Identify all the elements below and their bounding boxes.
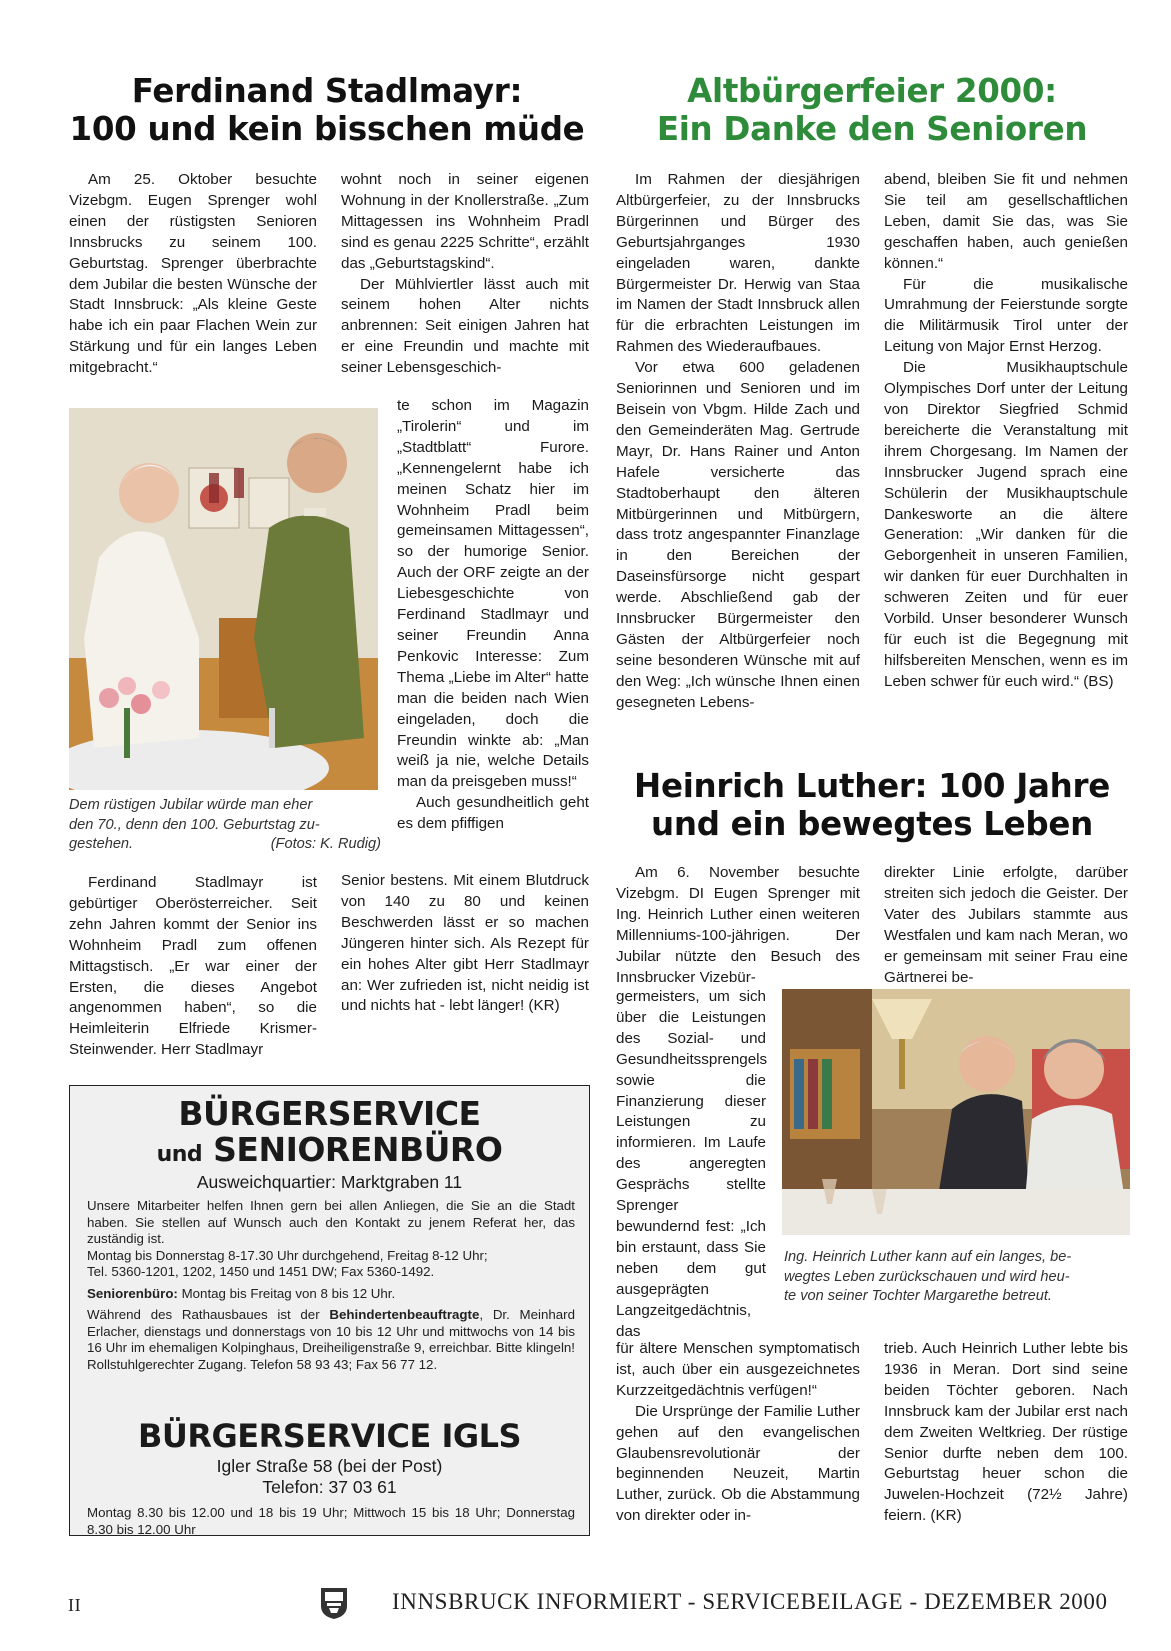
seniorenbuero-time: Montag bis Freitag von 8 bis 12 Uhr. [181, 1285, 396, 1301]
article2-headline-line1: Altbürgerfeier 2000: [687, 72, 1057, 110]
seniorenbuero-word: SENIORENBÜRO [213, 1130, 503, 1169]
article1-headline-line2: 100 und kein bisschen müde [69, 110, 585, 149]
caption-line: Dem rüstigen Jubilar würde man eher [69, 797, 313, 813]
photo-credit: (Fotos: K. Rudig) [270, 836, 381, 853]
stadlmayr-photo-caption [69, 796, 381, 855]
phone-igls: Telefon: 37 03 61 [262, 1477, 397, 1497]
article1-col1-top [69, 170, 317, 379]
city-crest-icon [319, 1586, 349, 1620]
buergerservice-igls-title: BÜRGERSERVICE IGLS [137, 1417, 522, 1455]
article2-paragraph: Vor etwa 600 geladenen Seniorinnen und Senioren und im Beisein von Vbgm. Hilde Zach und den Gemeinderäten Mag. Gertrude Mayr, Dr. Hans Rainer und Anton Hafele versicherte das Stadtoberhaupt den älteren Mitbürgerinnen und Mitbürgern, dass trotz angespannter Finanzlage in den Bereichen der Daseinsfürsorge nicht gespart werde. Abschließend gab der Innsbrucker Bürgermeister den Gästen der Altbürgerfeier noch seine besonderen Wünsche mit auf den Weg: „Ich wünsche Ihnen einen gesegneten Lebens- [616, 359, 860, 711]
caption-line: wegtes Leben zurückschauen und wird heu- [784, 1268, 1070, 1285]
article1-paragraph: wohnt noch in seiner eigenen Wohnung in der Knollerstraße. „Zum Mittagessen ins Wohnheim Pradl sind es genau 2225 Schritte“, erzählt das „Geburtstagskind“. [341, 171, 589, 272]
article3-headline-line2: und ein bewegtes Leben [651, 805, 1093, 844]
article2-col1 [616, 170, 860, 714]
luther-photo [782, 989, 1130, 1235]
article3-col1-narrow [616, 987, 766, 1342]
article1-paragraph: Der Mühlviertler lässt auch mit seinem hohen Alter nichts anbrennen: Seit einigen Jahren hat er eine Freundin und machte mit seiner Lebensgeschich- [341, 275, 589, 377]
article1-paragraph: Ferdinand Stadlmayr ist gebürtiger Oberösterreicher. Seit zehn Jahren kommt der Senior ins Wohnheim Pradl zum offenen Mittagstisch. „Er war einer der Ersten, die dieses Angebot angenommen haben“, so die Heimleiterin Elfriede Krismer-Steinwender. Herr Stadlmayr [69, 874, 317, 1059]
phone-numbers: Tel. 5360-1201, 1202, 1450 und 1451 DW; Fax 5360-1492. [87, 1264, 435, 1279]
caption-line: den 70., denn den 100. Geburtstag zu- [69, 816, 320, 833]
article3-headline [612, 767, 1132, 843]
article3-paragraph: Am 6. November besuchte Vizebgm. DI Eugen Sprenger mit Ing. Heinrich Luther einen weiteren Millenniums-100-jährigen. Der Jubilar nützte den Besuch des Innsbrucker Vizebür- [616, 864, 860, 986]
article1-paragraph: te schon im Magazin „Tirolerin“ und im „Stadtblatt“ Furore. „Kennengelernt habe ich meinen Schatz hier im Wohnheim Pradl beim gemeinsamen Mittagessen“, so der humorige Senior. Auch der ORF zeigte an der Liebesgeschichte von Ferdinand Stadlmayr und seiner Freundin Anna Penkovic Interesse: Zum Thema „Liebe im Alter“ hatte man die beiden nach Wien eingeladen, doch die Freundin winkte ab: „Man weiß ja nie, welche Details man da preisgeben muss!“ [397, 397, 589, 791]
behindertenbeauftragte-info [87, 1307, 575, 1373]
info-paragraph [87, 1198, 575, 1373]
article2-col2 [884, 170, 1128, 693]
article1-headline [62, 72, 592, 148]
article2-paragraph: abend, bleiben Sie fit und nehmen Sie teil am gesellschaftlichen Leben, damit Sie das, was Sie geschaffen haben, auch genießen können.“ [884, 171, 1128, 272]
article3-col2-top [884, 863, 1128, 988]
stadlmayr-photo [69, 408, 378, 790]
article3-paragraph: für ältere Menschen symptomatisch ist, auch über ein ausgezeichnetes Kurzzeitgedächtnis verfügen!“ [616, 1340, 860, 1399]
info-text: , Dr. Meinhard Erlacher, dienstags und donnerstags von 10 bis 12 Uhr und mittwochs von 14 bis 16 Uhr im ehemaligen Kolpinghaus, Dreiheiligenstraße 9, erreichbar. Bitte klingeln! Rollstuhlgerechter Zugang. Telefon 58 93 43; Fax 56 77 12. [87, 1307, 575, 1372]
buergerservice-title: BÜRGERSERVICE [178, 1094, 481, 1133]
address-marktgraben: Ausweichquartier: Marktgraben 11 [196, 1172, 463, 1192]
article1-paragraph: Am 25. Oktober besuchte Vizebgm. Eugen Sprenger wohl einen der rüstigsten Senioren Innsbrucks zu seinem 100. Geburtstag. Sprenger überbrachte dem Jubilar die besten Wünsche der Stadt Innsbruck: „Als kleine Geste habe ich ein paar Flachen Wein zur Stärkung und für ein langes Leben mitgebracht.“ [69, 171, 317, 377]
und-word: und [156, 1142, 203, 1167]
seniorenbuero-hours [87, 1286, 575, 1303]
article2-headline [612, 72, 1132, 148]
article3-paragraph: direkter Linie erfolgte, darüber streiten sich jedoch die Geister. Der Vater des Jubilars stammte aus Westfalen und kam nach Meran, wo er gemeinsam mit seiner Frau eine Gärtnerei be- [884, 864, 1128, 986]
article1-col2-top [341, 170, 589, 379]
address-igls: Igler Straße 58 (bei der Post) [216, 1456, 443, 1476]
article2-headline-line2: Ein Danke den Senioren [656, 110, 1088, 149]
seniorenbuero-title [70, 1130, 589, 1169]
service-info-box [69, 1085, 590, 1536]
caption-last-line [69, 835, 381, 855]
article1-col2-bottom [341, 871, 589, 1017]
article1-col1-bottom [69, 873, 317, 1061]
opening-hours: Montag bis Donnerstag 8-17.30 Uhr durchgehend, Freitag 8-12 Uhr; [87, 1247, 488, 1263]
article2-paragraph: Die Musikhauptschule Olympisches Dorf unter der Leitung von Direktor Siegfried Schmid bereicherte die Veranstaltung mit ihrem Chorgesang. Im Namen der Innsbrucker Jugend sprach eine Schülerin der Musikhauptschule Dankesworte an die ältere Generation: „Wir danken für die Geborgenheit in unseren Familien, wir danken für euer Durchhalten in schweren Zeiten und für euer Vorbild. Unser besonderer Wunsch für euch ist die Begegnung mit hilfsbereiten Menschen, wenn es im Leben schwer für euch wird.“ (BS) [884, 359, 1128, 690]
caption-line: Ing. Heinrich Luther kann auf ein langes, be- [784, 1249, 1072, 1265]
caption-line: gestehen. [69, 836, 134, 853]
info-text: Unsere Mitarbeiter helfen Ihnen gern bei allen Anliegen, die Sie an die Stadt haben. Sie stellen auf Wunsch auch den Kontakt zu jenem Referat her, das zuständig ist. [87, 1198, 575, 1246]
article1-headline-line1: Ferdinand Stadlmayr: [131, 72, 523, 110]
publication-footer: INNSBRUCK INFORMIERT - SERVICEBEILAGE - DEZEMBER 2000 [392, 1589, 1108, 1614]
article1-col2-narrow [397, 396, 589, 835]
article2-paragraph: Im Rahmen der diesjährigen Altbürgerfeier, zu der Innsbrucks Bürgerinnen und Bürger des Geburtsjahrganges 1930 eingeladen waren, dankte Bürgermeister Dr. Herwig van Staa im Namen der Stadt Innsbruck allen für die erbrachten Leistungen im Rahmen des Wiederaufbaues. [616, 171, 860, 356]
article1-paragraph: Senior bestens. Mit einem Blutdruck von 140 zu 80 und keinen Beschwerden lässt er so machen Jüngeren hinter sich. Als Rezept für ein hohes Alter gibt Herr Stadlmayr an: Wer zufrieden ist, nicht neidig ist und nichts hat - lebt länger! (KR) [341, 872, 589, 1015]
info-text: Während des Rathausbaues ist der [87, 1307, 320, 1322]
seniorenbuero-label: Seniorenbüro: [87, 1285, 178, 1301]
article3-col1-top [616, 863, 860, 988]
article3-headline-line1: Heinrich Luther: 100 Jahre [634, 767, 1110, 805]
article3-col2-bottom [884, 1339, 1128, 1527]
article2-paragraph: Für die musikalische Umrahmung der Feierstunde sorgte die Militärmusik Tirol unter der Leitung von Major Ernst Herzog. [884, 275, 1128, 356]
article3-paragraph: trieb. Auch Heinrich Luther lebte bis 1936 in Meran. Dort sind seine beiden Töchter geboren. Nach Innsbruck kam der Jubilar erst nach dem Zweiten Weltkrieg. Der rüstige Senior durfte neben dem 100. Geburtstag heuer schon die Juwelen-Hochzeit (72½ Jahre) feiern. (KR) [884, 1340, 1128, 1525]
luther-photo-caption [784, 1248, 1130, 1307]
behindertenbeauftragte-label: Behindertenbeauftragte [329, 1307, 480, 1322]
article3-col1-bottom [616, 1339, 860, 1527]
caption-line: te von seiner Tochter Margarethe betreut. [784, 1288, 1052, 1305]
page-number: II [68, 1595, 82, 1615]
article3-paragraph: Die Ursprünge der Familie Luther gehen auf den evangelischen Glaubensrevolutionär der beginnenden Neuzeit, Martin Luther, zurück. Ob die Abstammung von direkter oder in- [616, 1402, 860, 1525]
igls-hours: Montag 8.30 bis 12.00 und 18 bis 19 Uhr; Mittwoch 15 bis 18 Uhr; Donnerstag 8.30 bis 12.00 Uhr [87, 1505, 575, 1537]
article1-paragraph: Auch gesundheitlich geht es dem pfiffigen [397, 794, 589, 833]
article3-paragraph: germeisters, um sich über die Leistungen des Sozial- und Gesundheitssprengels sowie die Finanzierung dieser Leistungen zu informieren. Im Laufe des angeregten Gesprächs stellte Sprenger bewundernd fest: „Ich bin erstaunt, dass Sie neben dem gut ausgeprägten Langzeitgedächtnis, das [616, 988, 768, 1340]
